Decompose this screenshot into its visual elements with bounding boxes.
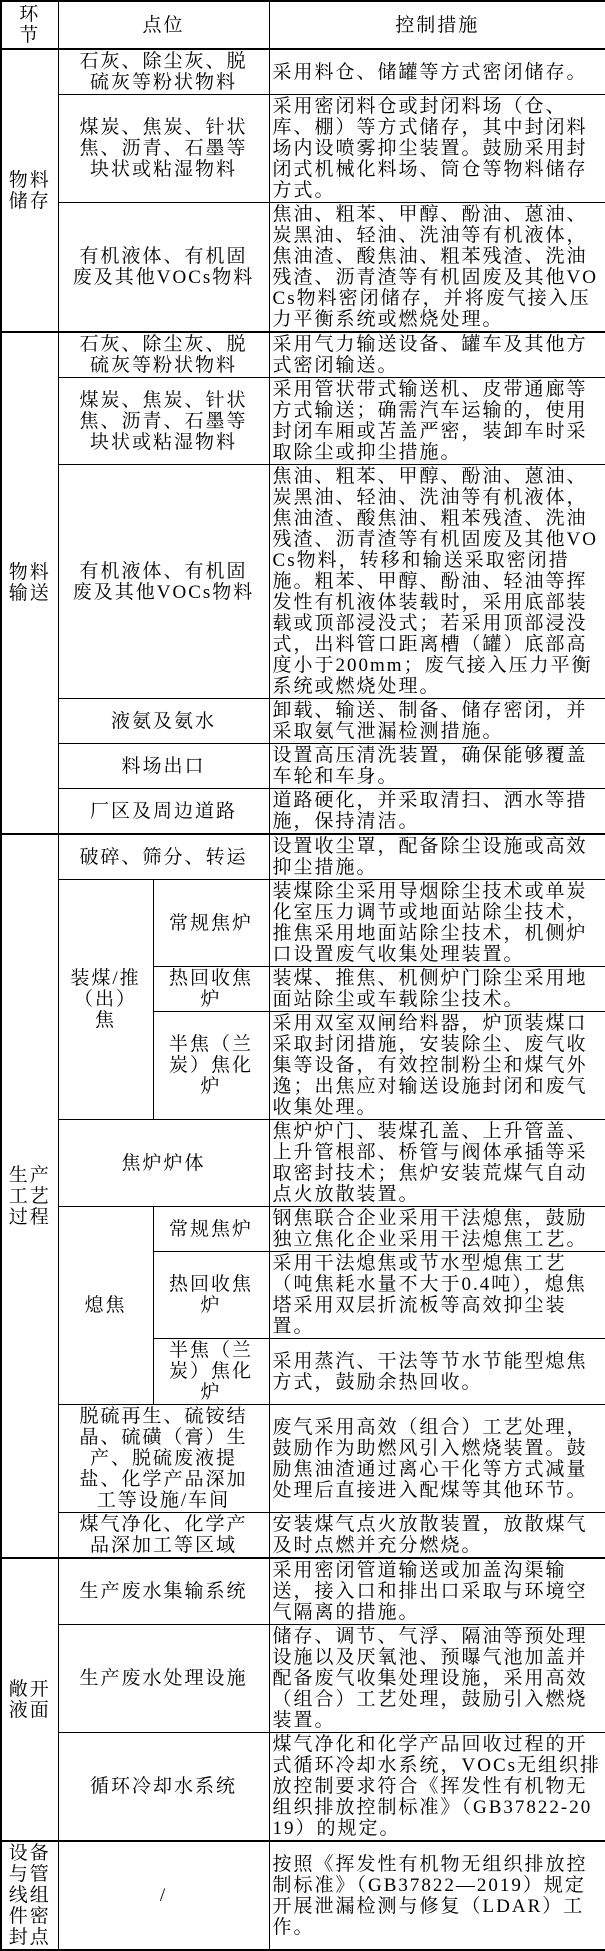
measure-cell: 钢焦联合企业采用干法熄焦，鼓励独立焦化企业采用干法熄焦工艺。 (269, 1207, 605, 1252)
table-row (1, 1558, 605, 1625)
point-cell: 脱硫再生、硫铵结晶、硫磺（膏）生产、脱硫废液提盐、化学产品深加工等设施/车间 (58, 1405, 269, 1513)
measure-cell: 废气采用高效（组合）工艺处理，鼓励作为助燃风引入燃烧装置。鼓励焦油渣通过离心干化等方式减量处理后直接进入配煤等其他环节。 (269, 1405, 605, 1513)
stage-cell-open-liquid-surface: 敞开液面 (1, 1558, 58, 1841)
point-sub-cell: 半焦（兰炭）焦化炉 (153, 1012, 269, 1120)
point-sub-cell: 热回收焦炉 (153, 1252, 269, 1339)
table-row (1, 744, 605, 789)
table-row (1, 465, 605, 699)
point-sub-cell: 常规焦炉 (153, 1207, 269, 1252)
header-row (1, 1, 605, 49)
measure-cell: 采用密闭管道输送或加盖沟渠输送，接入口和排出口采取与环境空气隔离的措施。 (269, 1558, 605, 1625)
point-cell: 破碎、筛分、转运 (58, 834, 269, 880)
measure-cell: 设置高压清洗装置，确保能够覆盖车轮和车身。 (269, 744, 605, 789)
measure-cell: 焦油、粗苯、甲醇、酚油、蒽油、炭黑油、轻油、洗油等有机液体，焦油渣、酸焦油、粗苯残渣、洗油残渣、沥青渣等有机固废及其他VOCs物料，转移和输送采取密闭措施。粗苯、甲醇、酚油、轻油等挥发性有机液体装载时，采用底部装载或顶部浸没式；若采用顶部浸没式，出料管口距离槽（罐）底部高度小于200mm；废气接入压力平衡系统或燃烧处理。 (269, 465, 605, 699)
point-group-cell-coal-charging: 装煤/推（出）焦 (58, 880, 153, 1120)
measure-cell: 焦炉炉门、装煤孔盖、上升管盖、上升管根部、桥管与阀体承插等采取密封技术；焦炉安装荒煤气自动点火放散装置。 (269, 1120, 605, 1207)
table-row (1, 1207, 605, 1252)
point-group-cell-coke-quenching: 熄焦 (58, 1207, 153, 1405)
table-row (1, 699, 605, 744)
stage-cell-material-storage: 物料储存 (1, 49, 58, 332)
table-row (1, 1513, 605, 1559)
point-cell: 生产废水处理设施 (58, 1625, 269, 1733)
point-sub-cell: 常规焦炉 (153, 880, 269, 967)
measure-cell: 采用密闭料仓或封闭料场（仓、库、棚）等方式储存，其中封闭料场内设喷雾抑尘装置。鼓励采用封闭式机械化料场、筒仓等物料储存方式。 (269, 95, 605, 203)
table-row (1, 1841, 605, 1950)
point-cell: / (58, 1841, 269, 1950)
point-sub-cell: 半焦（兰炭）焦化炉 (153, 1339, 269, 1405)
stage-cell-equipment-pipeline-seal-points: 设备与管线组件密封点 (1, 1841, 58, 1950)
measure-cell: 煤气净化和化学产品回收过程的开式循环冷却水系统，VOCs无组织排放控制要求符合《挥发性有机物无组织排放控制标准》（GB37822-2019）的规定。 (269, 1733, 605, 1842)
point-cell: 有机液体、有机固废及其他VOCs物料 (58, 465, 269, 699)
point-sub-cell: 热回收焦炉 (153, 967, 269, 1012)
header-point: 点位 (58, 1, 269, 49)
point-cell: 循环冷却水系统 (58, 1733, 269, 1842)
point-cell: 煤炭、焦炭、针状焦、沥青、石墨等块状或粘湿物料 (58, 95, 269, 203)
measure-cell: 储存、调节、气浮、隔油等预处理设施以及厌氧池、预曝气池加盖并配备废气收集处理设施，采用高效（组合）工艺处理，鼓励引入燃烧装置。 (269, 1625, 605, 1733)
measure-cell: 安装煤气点火放散装置，放散煤气及时点燃并充分燃烧。 (269, 1513, 605, 1559)
measure-cell: 采用气力输送设备、罐车及其他方式密闭输送。 (269, 332, 605, 378)
point-cell: 液氨及氨水 (58, 699, 269, 744)
measure-cell: 采用管状带式输送机、皮带通廊等方式输送；确需汽车运输的，使用封闭车厢或苫盖严密，装卸车时采取除尘或抑尘措施。 (269, 378, 605, 465)
table-row (1, 1120, 605, 1207)
point-cell: 煤气净化、化学产品深加工等区域 (58, 1513, 269, 1559)
measure-cell: 焦油、粗苯、甲醇、酚油、蒽油、炭黑油、轻油、洗油等有机液体，焦油渣、酸焦油、粗苯残渣、洗油残渣、沥青渣等有机固废及其他VOCs物料密闭储存，并将废气接入压力平衡系统或燃烧处理。 (269, 203, 605, 333)
point-cell: 厂区及周边道路 (58, 789, 269, 835)
measure-cell: 采用干法熄焦或节水型熄焦工艺（吨焦耗水量不大于0.4吨），熄焦塔采用双层折流板等高效抑尘装置。 (269, 1252, 605, 1339)
table-row (1, 1625, 605, 1733)
header-measure: 控制措施 (269, 1, 605, 49)
measure-cell: 按照《挥发性有机物无组织排放控制标准》（GB37822—2019）规定开展泄漏检测与修复（LDAR）工作。 (269, 1841, 605, 1950)
table-row (1, 834, 605, 880)
point-cell: 有机液体、有机固废及其他VOCs物料 (58, 203, 269, 333)
measure-cell: 装煤除尘采用导烟除尘技术或单炭化室压力调节或地面站除尘技术，推焦采用地面站除尘技术，机侧炉口设置废气收集处理装置。 (269, 880, 605, 967)
point-cell: 生产废水集输系统 (58, 1558, 269, 1625)
table-row (1, 789, 605, 835)
point-cell: 煤炭、焦炭、针状焦、沥青、石墨等块状或粘湿物料 (58, 378, 269, 465)
stage-cell-material-transport: 物料输送 (1, 332, 58, 834)
point-cell: 焦炉炉体 (58, 1120, 269, 1207)
point-cell: 石灰、除尘灰、脱硫灰等粉状物料 (58, 49, 269, 95)
table-row (1, 378, 605, 465)
table-row (1, 1733, 605, 1842)
stage-cell-production-process: 生产工艺过程 (1, 834, 58, 1558)
table-row (1, 95, 605, 203)
measure-cell: 采用双室双闸给料器，炉顶装煤口采取封闭措施，安装除尘、废气收集等设备，有效控制粉尘和煤气外逸；出焦应对输送设施封闭和废气收集处理。 (269, 1012, 605, 1120)
measure-cell: 卸载、输送、制备、储存密闭，并采取氨气泄漏检测措施。 (269, 699, 605, 744)
measure-cell: 采用料仓、储罐等方式密闭储存。 (269, 49, 605, 95)
point-cell: 料场出口 (58, 744, 269, 789)
measure-cell: 装煤、推焦、机侧炉门除尘采用地面站除尘或车载除尘技术。 (269, 967, 605, 1012)
point-cell: 石灰、除尘灰、脱硫灰等粉状物料 (58, 332, 269, 378)
table-row (1, 1405, 605, 1513)
measure-cell: 采用蒸汽、干法等节水节能型熄焦方式，鼓励余热回收。 (269, 1339, 605, 1405)
table-row (1, 880, 605, 967)
measure-cell: 道路硬化，并采取清扫、洒水等措施，保持清洁。 (269, 789, 605, 835)
table-row (1, 203, 605, 333)
table-row (1, 49, 605, 95)
header-stage: 环节 (1, 1, 58, 49)
measure-cell: 设置收尘罩，配备除尘设施或高效抑尘措施。 (269, 834, 605, 880)
table-row (1, 332, 605, 378)
